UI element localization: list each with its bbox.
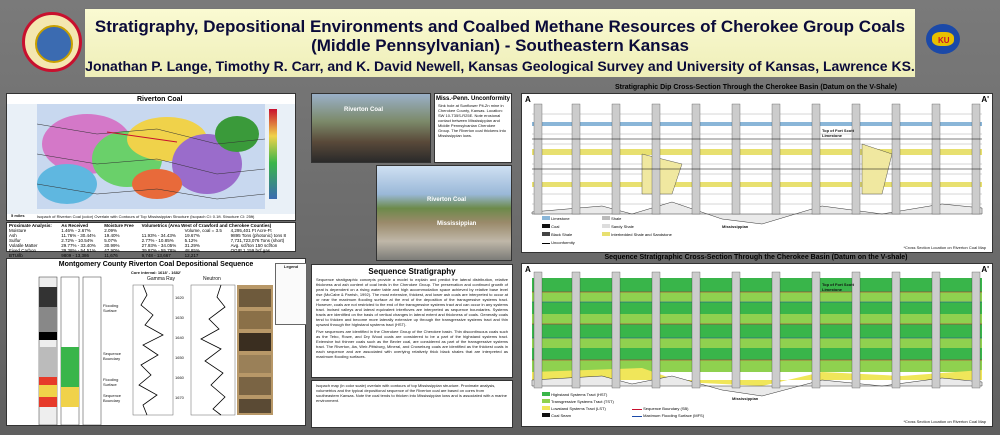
strat-text-body: Sequence stratigraphic concepts provide a model to explain and predict the lateral distribution, relative thickness and ash content of coal beds in the Cherokee Group. The preservation and continued growth of peat is dependent on a rising water table and high accommodation space achieved by relative base level rise (McCabe & Parrish, 1992). The most extensive, thickest, and lower ash coals are interpreted to occur at or near the maximum flooding surface at the end of the deposition of the transgressive systems tract. However, coals are not restricted to the end of the transgressive systems tract and can occur in any systems tract. Incised valleys and lateral equivalent interfluves are interpreted as sequence boundaries. Systems tracts are identified on the basis of vertical changes in lateral extent and thickness of coals. Generally coals tend to thicken and become more laterally extensive up through the transgressive systems tract and thin upward through the highstand systems tract (HST). [316,277,508,327]
sequence-subtitle: Core interval: 1618' - 1682' [130,270,182,275]
dip-section-title: Stratigraphic Dip Cross-Section Through the Cherokee Basin (Datum on the V-Shale) [615,84,897,91]
map-title: Riverton Coal [137,96,183,103]
title-line-2: (Middle Pennsylvanian) - Southeastern Kansas [311,36,689,55]
map-panel [6,93,296,221]
seq-right-marker: A' [981,265,989,274]
unconformity-box [434,93,512,163]
seq-label-mississippian: Mississippian [732,396,759,401]
table-row: BTU/lb 9809 - 13,386 11,676 9,748 - 13,667 12,217 [9,253,199,258]
isopach-map [7,104,295,214]
table-row: Ash 11.76% - 30.44% 19.40% 11.93% - 34.43% 19.67% 9895 Tons (photonic) tons 8 [9,233,287,238]
seq-left-marker: A [525,265,531,274]
table-row: Moisture 1.46% - 2.67% 2.09% Volume, coal = 3.5 4,295,401 Ft Acre-Ft [9,228,272,233]
legend-box [275,263,307,325]
sequence-title: Montgomery County Riverton Coal Depositional Sequence [58,261,254,268]
sequence-panel: Montgomery County Riverton Coal Depositional Sequence Core interval: 1618' - 1682' Flooding Surface Sequence Boundary Flooding Surface Sequence Boundary Gamma Ray 1620 1630 1640 1650 1660 1670 Neutron Legend [6,258,306,426]
sequence-boundary-label: Sequence Boundary [103,393,122,403]
gamma-label: Gamma Ray [147,276,176,282]
flooding-surface-label: Flooding Surface [103,303,119,313]
right-logo: KU [918,20,970,64]
photo-top [311,93,431,163]
title-line-1: Stratigraphy, Depositional Environments and Coalbed Methane Resources of Cherokee Group Coals [94,17,906,36]
seq-section [521,263,993,427]
neutron-label: Neutron [203,276,221,282]
table-row: Volatile Matter 29.77% - 33.40% 30.99% 27.93% - 34.05% 31.29% Avg. scf/ton 150 scf/ton [9,243,278,248]
neutron-log [191,285,235,415]
map-caption-box [311,380,513,428]
unconformity-title: Miss.-Penn. Unconformity [435,96,510,102]
table-row: Sulfur 2.72% - 10.54% 5.07% 2.77% - 10.85% 5.12% 7,731,723,076 Tons (short) [9,238,285,243]
dip-note: *Cross Section Location on Riverton Coal Map [903,245,986,250]
resource-table [7,223,295,258]
photo-bottom-label-2: Mississippian [437,221,477,227]
resource-table-panel [6,222,296,258]
dip-right-marker: A' [981,95,989,104]
seq-note: *Cross Section Location on Riverton Coal Map [903,419,986,424]
dip-label-mississippian: Mississippian [722,224,749,229]
photo-bottom-label-1: Riverton Coal [427,197,467,203]
sequence-boundary-label: Sequence Boundary [103,351,122,361]
legend-title: Legend [283,264,299,269]
core-photos [237,285,273,415]
table-header: Proximate Analysis: [9,223,52,228]
gamma-log [133,285,173,415]
poster-header [84,8,916,78]
seq-label-fort-scott: Top of Fort Scott Limestone [822,282,854,292]
strat-text-body-2: Five sequences are identified in the Cherokee Group of the Cherokee basin. Thin discontinuous coals such as the Tebo, Rowe, and Dry Wood coals are considered to be a part of the highstand systems tract. Extensive but thinner coals such as the Bevier coal, are considered as part of the transgressive systems tract. The Riverton, Aw, Weir-Pittsburg, Mineral, and Croweburg coals are identified as the thickest coals in each sequence and are associated with overlying relatively thick black shales that are interpreted as maximum flooding surfaces. [316,329,508,359]
table-header: Volumetrics (Area West of Crawford and Cherokee Counties) [141,223,272,228]
dip-label-fort-scott: Top of Fort Scott Limestone [822,128,854,138]
seq-section-title: Sequence Stratigraphic Cross-Section Through the Cherokee Basin (Datum on the V-shale) [604,254,908,261]
dip-section [521,93,993,253]
strat-text-title: Sequence Stratigraphy [368,267,456,276]
table-header: Moisture Free [104,223,134,228]
unconformity-text: Sink hole at Sunflower Pit-Zn mine in Cherokee County, Kansas. Location: SW 10-T35S-R25E. Note erosional contact between Mississippian and Middle Pennsylvanian Cherokee Group. The Riverton coal thickens into Mississippian lows. [438,103,506,138]
table-header: As Received [61,223,89,228]
photo-bottom [376,165,512,261]
flooding-surface-label: Flooding Surface [103,377,119,387]
authors: Jonathan P. Lange, Timothy R. Carr, and K. David Newell, Kansas Geological Survey and University of Kansas, Lawrence KS. [85,58,915,74]
map-scale: 5 miles [11,213,25,218]
dip-legend: Limestone Coal Black Shale Unconformity Shale Sandy Shale Interbedded Shale and Sandstone [542,216,742,250]
dip-left-marker: A [525,95,531,104]
strat-text-panel [311,264,513,378]
left-logo [22,12,82,72]
map-caption: Isopach of Riverton Coal (color) Overlain with Contours of Top Mississippian Structure (Isopach CI: 0.1ft. Structure CI: 25ft) [37,214,255,219]
photo-top-label: Riverton Coal [344,107,384,113]
seq-legend: Highstand Systems Tract (HST) Transgressive Systems Tract (TST) Lowstand Systems Tract (LST) Coal Seam Sequence Boundary (SB) Maximum Flooding Surface (MFS) [542,392,742,426]
table-row: Fixed Carbon 39.38% - 54.51% 47.90% 39.97% - 55.78% 48.85% OGIP 1.159 bcf gas [9,248,271,253]
map-caption-text: Isopach map (in color scale) overlain with contours of top Mississippian structure. Proximate analysis, volumetrics and the typical depositional sequence of the Riverton coal are based on cores from southeastern Kansas. Note the coal tends to thicken into Mississippian lows and is associated with a marine environment. [316,383,507,403]
